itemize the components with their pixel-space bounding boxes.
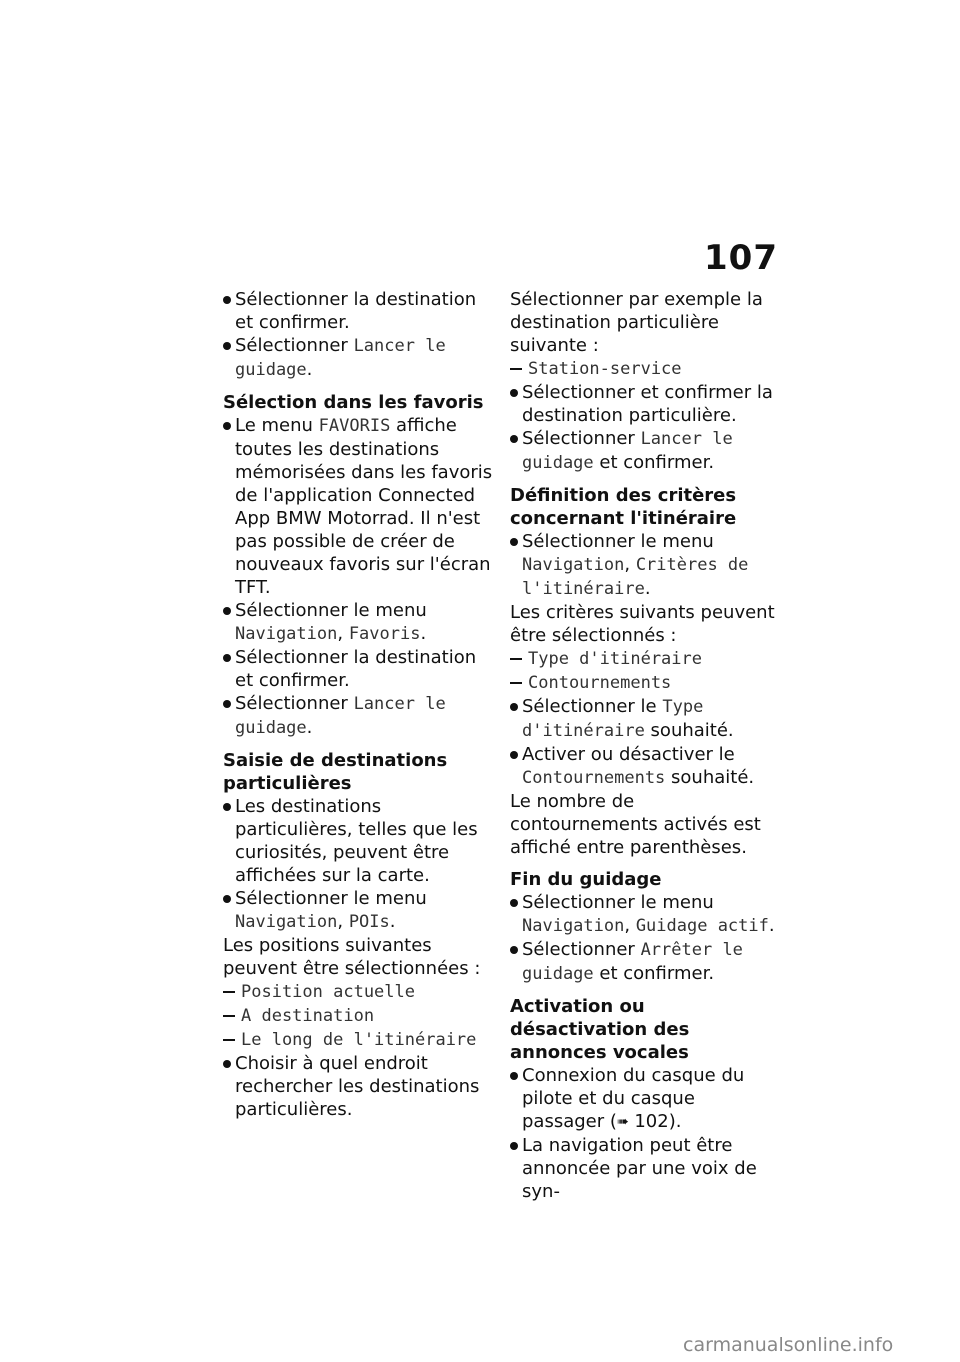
menu-term: Position actuelle [241, 982, 415, 1002]
text-run: Sélectionner le menu [235, 888, 427, 909]
text-run: Le nombre de contournements activés est affiché entre parenthèses. [510, 791, 761, 858]
text-run: Sélectionner la destination et confirmer. [235, 647, 477, 691]
bullet-item [510, 1064, 782, 1134]
bullet-item [223, 288, 495, 334]
section-heading [510, 995, 782, 1064]
bullet-item [510, 530, 782, 601]
paragraph [510, 288, 782, 357]
text-run: , [624, 554, 636, 575]
text-run: . [644, 578, 651, 599]
text-run: , [337, 623, 349, 644]
text-run: , [624, 915, 636, 936]
bullet-item [510, 381, 782, 427]
menu-term: Contournements [522, 768, 666, 788]
text-run: souhaité. [644, 720, 734, 741]
text-run: . [768, 915, 775, 936]
text-run: Sélectionner le [522, 696, 663, 717]
menu-term: Lancer le guidage [522, 429, 733, 473]
text-run: affiche toutes les destinations mémorisées dans les favoris de l'application Connected App BMW Motorrad. Il n'est pas possible de créer de nouveaux favoris sur l'écran TFT. [235, 415, 493, 598]
text-run: et confirmer. [593, 452, 715, 473]
bullet-item [223, 887, 495, 934]
bullet-item [510, 695, 782, 743]
dash-item [223, 1028, 495, 1052]
text-run: Sélectionner le menu [522, 892, 714, 913]
text-run: Choisir à quel endroit rechercher les destinations particulières. [235, 1053, 480, 1120]
menu-term: Type d'itinéraire [528, 649, 702, 669]
text-run: et confirmer. [593, 963, 715, 984]
menu-term: Navigation [235, 624, 338, 644]
text-run: Sélectionner [522, 428, 641, 449]
left-column [223, 288, 495, 1121]
text-run: . [306, 717, 313, 738]
dash-item [510, 647, 782, 671]
bullet-item [510, 938, 782, 986]
menu-term: Lancer le guidage [235, 694, 446, 738]
menu-term: POIs [348, 912, 390, 932]
text-run: Sélectionner et confirmer la destination particulière. [522, 382, 773, 426]
bullet-item [223, 334, 495, 382]
menu-term: Station-service [528, 359, 682, 379]
bullet-item [223, 599, 495, 646]
text-run: . [389, 911, 396, 932]
text-run: Activer ou désactiver le [522, 744, 735, 765]
paragraph [510, 601, 782, 647]
bullet-item [223, 795, 495, 887]
bullet-item [223, 692, 495, 740]
text-run: Sélectionner le menu [235, 600, 427, 621]
paragraph [510, 790, 782, 859]
bullet-item [510, 427, 782, 475]
menu-term: Arrêter le guidage [522, 940, 743, 984]
dash-item [223, 1004, 495, 1028]
text-run: Sélectionner [522, 939, 641, 960]
menu-term: FAVORIS [318, 416, 391, 436]
bullet-item [510, 891, 782, 938]
dash-item [510, 357, 782, 381]
watermark: carmanualsonline.info [683, 1334, 894, 1356]
text-run: Sélectionner par exemple la destination particulière suivante : [510, 289, 763, 356]
menu-term: Contournements [528, 673, 672, 693]
text-run: La navigation peut être annoncée par une voix de syn- [522, 1135, 757, 1202]
menu-term: Navigation [522, 555, 625, 575]
bullet-item [510, 743, 782, 790]
heading-text: Saisie de destinations particulières [223, 750, 448, 794]
dash-item [223, 980, 495, 1004]
text-run: Sélectionner [235, 693, 354, 714]
paragraph [223, 934, 495, 980]
text-run: Le menu [235, 415, 319, 436]
menu-term: Navigation [235, 912, 338, 932]
section-heading [510, 484, 782, 530]
menu-term: Critères de l'itinéraire [522, 555, 749, 599]
text-run: Sélectionner le menu [522, 531, 714, 552]
page-number: 107 [704, 238, 778, 278]
text-run: Les destinations particulières, telles que les curiosités, peuvent être affichées sur la carte. [235, 796, 478, 886]
page-reference-icon: ➠ [616, 1114, 629, 1130]
text-run: Sélectionner la destination et confirmer. [235, 289, 477, 333]
heading-text: Sélection dans les favoris [223, 392, 484, 413]
text-run: Connexion du casque du pilote et du casque passager ( [522, 1065, 745, 1132]
bullet-item [223, 414, 495, 599]
menu-term: Navigation [522, 916, 625, 936]
bullet-item [223, 1052, 495, 1121]
text-run: . [306, 359, 313, 380]
section-heading [223, 749, 495, 795]
text-run: Les critères suivants peuvent être sélectionnés : [510, 602, 775, 646]
menu-term: Le long de l'itinéraire [241, 1030, 477, 1050]
heading-text: Définition des critères concernant l'itinéraire [510, 485, 737, 529]
menu-term: Type d'itinéraire [522, 697, 704, 741]
text-run: 102). [628, 1111, 682, 1132]
section-heading [223, 391, 495, 414]
right-column [510, 288, 782, 1203]
dash-item [510, 671, 782, 695]
text-run: Les positions suivantes peuvent être sélectionnées : [223, 935, 481, 979]
text-run: , [337, 911, 349, 932]
text-run: . [420, 623, 427, 644]
menu-term: Lancer le guidage [235, 336, 446, 380]
heading-text: Activation ou désactivation des annonces vocales [510, 996, 690, 1063]
menu-term: A destination [241, 1006, 375, 1026]
menu-term: Guidage actif [635, 916, 769, 936]
menu-term: Favoris [348, 624, 421, 644]
text-run: Sélectionner [235, 335, 354, 356]
heading-text: Fin du guidage [510, 869, 662, 890]
section-heading [510, 868, 782, 891]
bullet-item [223, 646, 495, 692]
text-run: souhaité. [665, 767, 755, 788]
bullet-item [510, 1134, 782, 1203]
